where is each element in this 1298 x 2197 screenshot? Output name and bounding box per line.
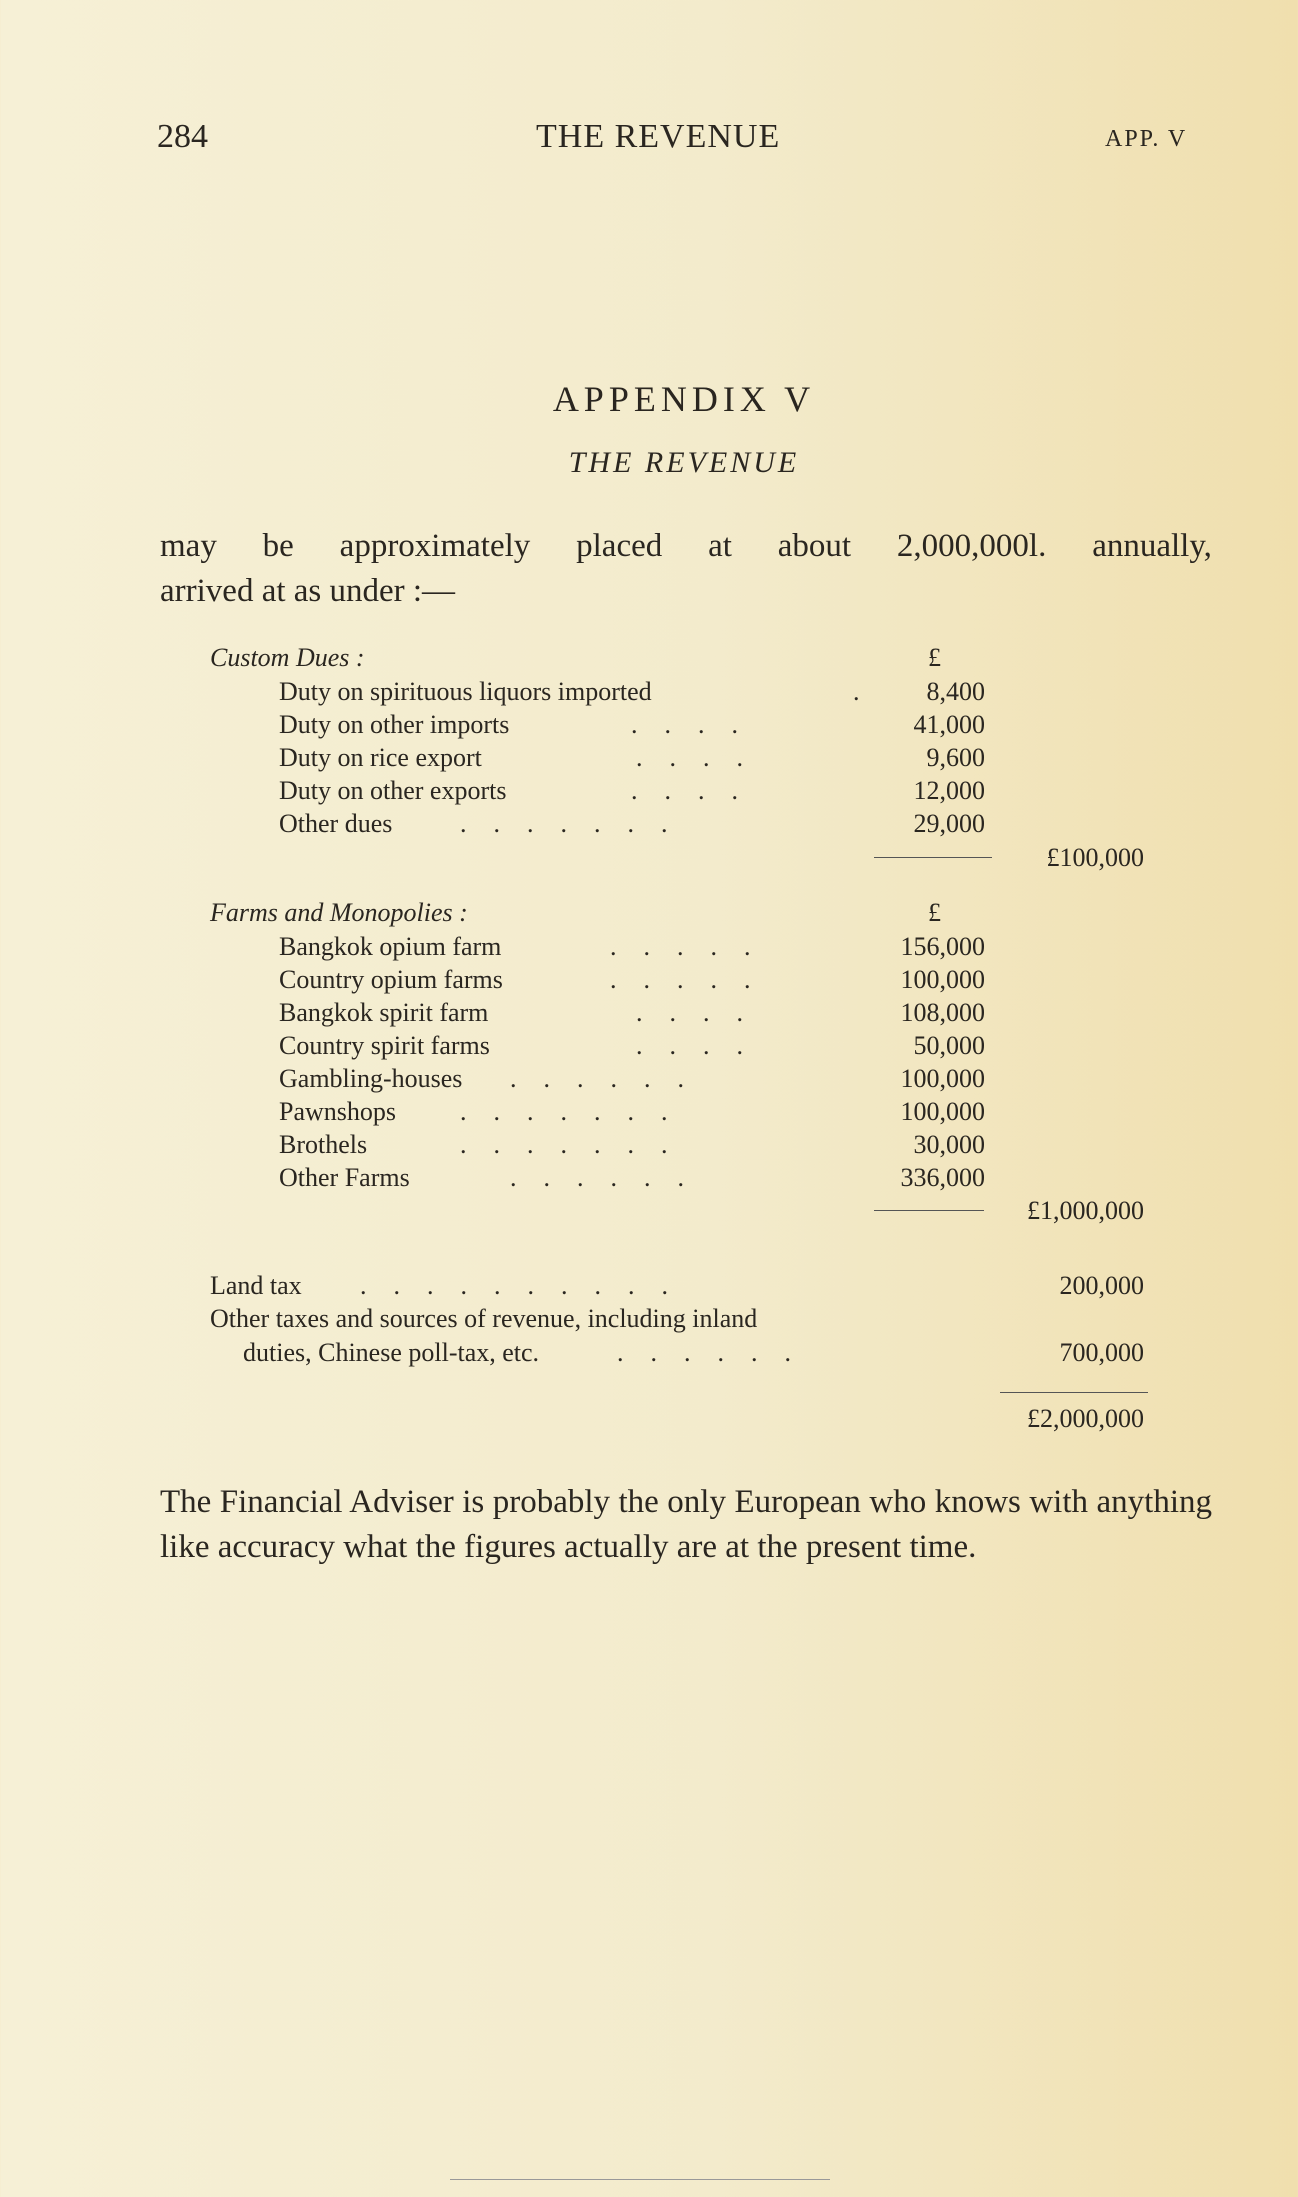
land-tax-amount: 200,000 xyxy=(1059,1271,1144,1300)
dot-leader: ...... xyxy=(510,1163,711,1192)
custom-dues-item-amount: 41,000 xyxy=(913,710,985,739)
intro-line-1 xyxy=(160,528,1212,565)
dot-leader: .... xyxy=(636,998,770,1027)
other-taxes-line-2: duties, Chinese poll-tax, etc. xyxy=(243,1338,540,1367)
grand-total-rule xyxy=(1000,1392,1148,1393)
farms-item-amount: 156,000 xyxy=(900,932,985,961)
custom-dues-item-label: Duty on rice export xyxy=(279,743,482,772)
farms-item-label: Gambling-houses xyxy=(279,1064,463,1093)
dot-leader: .... xyxy=(631,710,765,739)
grand-total: £2,000,000 xyxy=(1027,1404,1144,1433)
dot-leader: ....... xyxy=(460,1130,695,1159)
intro-word: annually, xyxy=(1092,528,1212,564)
custom-dues-currency: £ xyxy=(928,643,941,672)
dot-leader: ..... xyxy=(610,932,778,961)
custom-dues-item-amount: 29,000 xyxy=(913,809,985,838)
custom-dues-total: £100,000 xyxy=(1046,843,1144,872)
farms-item-label: Country spirit farms xyxy=(279,1031,490,1060)
dot-leader: .......... xyxy=(360,1271,695,1300)
land-tax-label: Land tax xyxy=(210,1271,302,1300)
bottom-rule xyxy=(450,2179,830,2180)
custom-dues-item-label: Other dues xyxy=(279,809,393,838)
intro-word: 2,000,000l. xyxy=(896,528,1047,564)
dot-leader: .... xyxy=(631,776,765,805)
farms-item-amount: 100,000 xyxy=(900,965,985,994)
farms-item-amount: 100,000 xyxy=(900,1064,985,1093)
closing-paragraph: The Financial Adviser is probably the only European who knows with anything like accuracy what the figures actually are at the present time. xyxy=(160,1484,1212,1565)
farms-currency: £ xyxy=(928,898,941,927)
dot-leader: .... xyxy=(636,743,770,772)
intro-word: approximately xyxy=(339,528,531,564)
custom-dues-item-label: Duty on other exports xyxy=(279,776,507,805)
farms-item-amount: 336,000 xyxy=(900,1163,985,1192)
dot-leader: ...... xyxy=(617,1338,818,1367)
farms-item-label: Other Farms xyxy=(279,1163,410,1192)
appendix-reference: APP. V xyxy=(1105,126,1188,152)
custom-dues-item-amount: 12,000 xyxy=(913,776,985,805)
appendix-heading: APPENDIX V xyxy=(552,379,816,419)
intro-word: may xyxy=(160,528,217,564)
custom-dues-item-amount: 9,600 xyxy=(926,743,985,772)
dot-leader: ..... xyxy=(610,965,778,994)
farms-total: £1,000,000 xyxy=(1027,1196,1144,1225)
custom-dues-item-amount: 8,400 xyxy=(926,677,985,706)
farms-item-amount: 100,000 xyxy=(900,1097,985,1126)
intro-word: at xyxy=(708,528,732,564)
farms-item-label: Bangkok spirit farm xyxy=(279,998,489,1027)
farms-heading: Farms and Monopolies : xyxy=(210,898,468,927)
other-taxes-line-1: Other taxes and sources of revenue, including inland xyxy=(210,1304,758,1333)
farms-item-amount: 108,000 xyxy=(900,998,985,1027)
farms-item-amount: 50,000 xyxy=(913,1031,985,1060)
running-title: THE REVENUE xyxy=(536,118,781,155)
custom-dues-heading: Custom Dues : xyxy=(210,643,365,672)
dot-leader: ...... xyxy=(510,1064,711,1093)
appendix-subtitle: THE REVENUE xyxy=(568,446,800,479)
dot-leader: .... xyxy=(636,1031,770,1060)
farms-item-amount: 30,000 xyxy=(913,1130,985,1159)
dot-leader: ....... xyxy=(460,1097,695,1126)
custom-dues-item-label: Duty on other imports xyxy=(279,710,510,739)
other-taxes-amount: 700,000 xyxy=(1059,1338,1144,1367)
farms-item-label: Country opium farms xyxy=(279,965,503,994)
farms-item-label: Bangkok opium farm xyxy=(279,932,502,961)
farms-item-label: Brothels xyxy=(279,1130,368,1159)
leader-dot: . xyxy=(853,677,860,706)
intro-word: be xyxy=(262,528,294,564)
dot-leader: ....... xyxy=(460,809,695,838)
farms-item-label: Pawnshops xyxy=(279,1097,397,1126)
custom-dues-item-label: Duty on spirituous liquors imported xyxy=(279,677,652,706)
intro-word: about xyxy=(777,528,852,564)
intro-line-2: arrived at as under :— xyxy=(160,573,456,609)
page-number: 284 xyxy=(157,118,208,155)
intro-word: placed xyxy=(576,528,663,564)
